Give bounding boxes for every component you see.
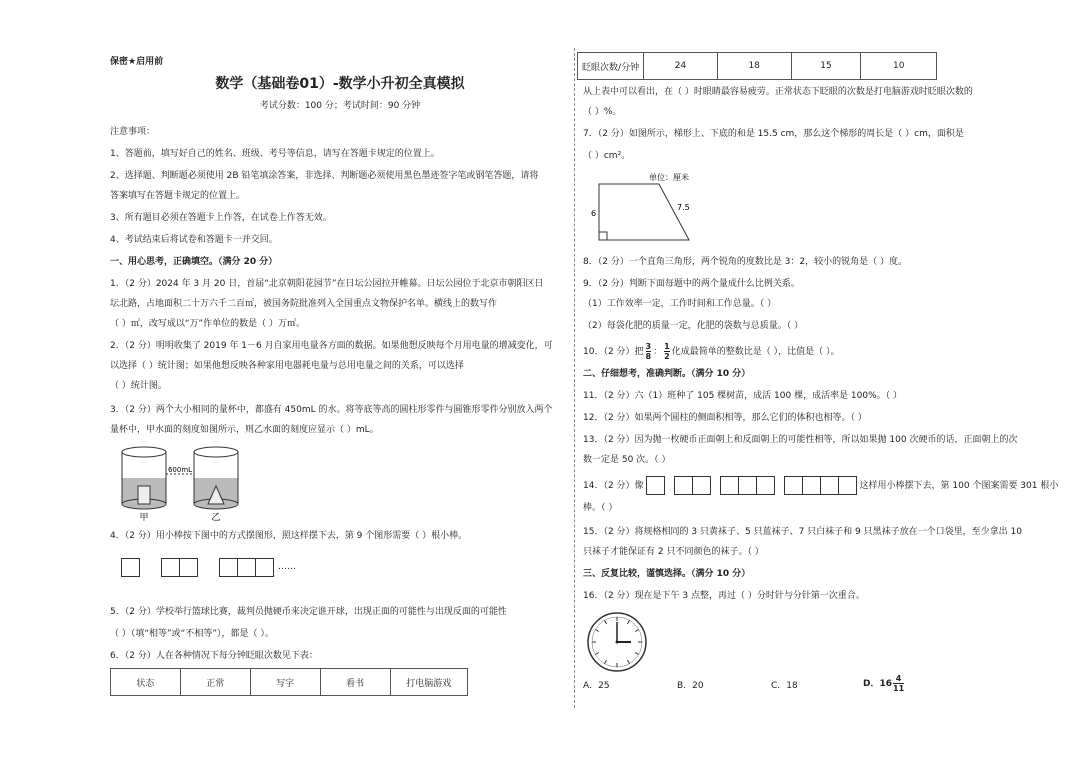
table-cell: 状态 xyxy=(111,669,181,696)
stick-square xyxy=(646,476,665,495)
question-text: 6．（2 分）人在各种情况下每分钟眨眼次数见下表： xyxy=(110,651,318,661)
stick-square xyxy=(255,558,274,577)
stick-square xyxy=(161,558,180,577)
section-heading: 三、反复比较，谨慎选择。（满分 10 分） xyxy=(583,569,751,579)
question-text: 从上表中可以看出，在（ ）时眼睛最容易疲劳。正常状态下眨眼的次数是打电脑游戏时眨眼次数的 xyxy=(583,87,973,97)
note-item: 3、所有题目必须在答题卡上作答，在试卷上作答无效。 xyxy=(110,213,332,223)
clock-tick xyxy=(605,660,607,663)
note-item: 2、选择题、判断题必须使用 2B 铅笔填涂答案，非选择、判断题必须使用黑色墨迹签字笔或钢笔答题，请将 xyxy=(110,171,539,181)
trapezoid-figure xyxy=(589,170,729,246)
question-text: 9．（2 分）判断下面每题中的两个量成什么比例关系。 xyxy=(583,279,800,289)
height-label: 6 xyxy=(591,209,597,218)
question-text: 数一定是 50 次。（ ） xyxy=(583,455,671,465)
question-text: 2．（2 分）明明收集了 2019 年 1－6 月自家用电量各方面的数据。如果他想反映每个月用电量的增减变化，可 xyxy=(110,341,553,351)
fraction-numerator: 4 xyxy=(895,674,902,683)
fraction-denominator: 11 xyxy=(893,684,905,693)
question-10 xyxy=(583,342,839,361)
question-text: 以选择（ ）统计图；如果他想反映各种家用电器耗电量与总用电量之间的关系，可以选择 xyxy=(110,361,464,371)
ellipsis: …… xyxy=(278,562,296,572)
table-row xyxy=(111,669,468,696)
question-text: 13．（2 分）因为抛一枚硬币正面朝上和反面朝上的可能性相等，所以如果抛 100 次硬币的话，正面朝上的次 xyxy=(583,435,1018,445)
notes-heading: 注意事项： xyxy=(110,127,156,137)
stick-square xyxy=(838,476,857,495)
question-text: （2）每袋化肥的质量一定，化肥的袋数与总质量。（ ） xyxy=(583,321,804,331)
question-text: 15．（2 分）将规格相同的 3 只黄袜子、5 只蓝袜子、7 只白袜子和 9 只黑袜子放在一个口袋里，至少拿出 10 xyxy=(583,527,1022,537)
cup-jia xyxy=(122,447,166,509)
question-text: （ ）统计图。 xyxy=(110,381,167,391)
stick-square xyxy=(738,476,757,495)
column-divider xyxy=(574,48,575,708)
table-cell: 15 xyxy=(791,53,861,80)
question-text: （ ）（填“相等”或“不相等”），都是（ ）。 xyxy=(110,629,274,639)
stick-square xyxy=(121,558,140,577)
table-cell: 10 xyxy=(861,53,937,80)
question-text: 4．（2 分）用小棒按下图中的方式摆图形，照这样摆下去，第 9 个图形需要（ ）根小棒。 xyxy=(110,531,468,541)
exam-subtitle: 考试分数：100 分；考试时间：90 分钟 xyxy=(259,101,421,111)
clock-tick xyxy=(628,620,630,623)
question-text: 11．（2 分）六（1）班种了 105 棵树苗，成活 100 棵，成活率是 100%。（ ） xyxy=(583,391,903,401)
clock-icon xyxy=(585,610,649,674)
option-d xyxy=(863,674,904,693)
question-text: （ ）%。 xyxy=(583,107,622,117)
mark-label: 600mL xyxy=(167,466,193,474)
stick-square xyxy=(179,558,198,577)
question-text: 化成最简单的整数比是（ ），比值是（ ）。 xyxy=(671,346,840,357)
clock-tick xyxy=(595,630,598,632)
question-text: 8．（2 分）一个直角三角形，两个锐角的度数比是 3：2，较小的锐角是（ ）度。 xyxy=(583,257,907,267)
side-label: 7.5 xyxy=(677,203,690,212)
table-cell: 18 xyxy=(717,53,791,80)
blink-table-values xyxy=(577,52,937,80)
option-b: B．20 xyxy=(677,681,704,691)
cup-label: 乙 xyxy=(211,513,221,523)
ratio-separator: ： xyxy=(653,346,663,357)
question-text: （ ）㎡，改写成以“万”作单位的数是（ ）万㎡。 xyxy=(110,319,306,329)
fraction-numerator: 1 xyxy=(664,342,670,351)
question-text: （ ）cm²。 xyxy=(583,151,631,161)
stick-square xyxy=(237,558,256,577)
table-cell: 24 xyxy=(644,53,718,80)
question-text: 10．（2 分）把 xyxy=(583,346,644,357)
question-text: 1．（2 分）2024 年 3 月 20 日，首届“北京朝阳花园节”在日坛公园拉开帷幕。日坛公园位于北京市朝阳区日 xyxy=(110,279,544,289)
question-text: 12．（2 分）如果两个圆柱的侧面积相等，那么它们的体积也相等。（ ） xyxy=(583,413,867,423)
stick-square xyxy=(674,476,693,495)
question-text: （1）工作效率一定，工作时间和工作总量。（ ） xyxy=(583,299,777,309)
note-item: 1、答题前，填写好自己的姓名、班级、考号等信息，请写在答题卡规定的位置上。 xyxy=(110,149,440,159)
stick-square xyxy=(756,476,775,495)
stick-square xyxy=(784,476,803,495)
table-cell: 写字 xyxy=(250,669,320,696)
unit-label: 单位：厘米 xyxy=(649,173,689,182)
fraction-denominator: 2 xyxy=(664,352,670,361)
clock-tick xyxy=(595,653,598,655)
stick-square xyxy=(219,558,238,577)
clock-tick xyxy=(635,630,638,632)
clock-tick xyxy=(605,620,607,623)
stick-square xyxy=(720,476,739,495)
question-text: 3．（2 分）两个大小相同的量杯中，都盛有 450mL 的水。将等底等高的圆柱形零件与圆锥形零件分别放入两个 xyxy=(110,405,553,415)
option-d-label: D．16 xyxy=(863,678,892,689)
fraction-numerator: 3 xyxy=(645,342,652,351)
clock-tick xyxy=(628,660,630,663)
table-cell: 看书 xyxy=(320,669,390,696)
section-heading: 一、用心思考，正确填空。（满分 20 分） xyxy=(110,257,278,267)
question-text: 这样用小棒摆下去，第 100 个图案需要 301 根小 xyxy=(859,480,1059,491)
fraction xyxy=(893,674,904,693)
measuring-cups-figure xyxy=(116,444,246,524)
question-text: 14．（2 分）像 xyxy=(583,480,644,491)
question-text: 只袜子才能保证有 2 只不同颜色的袜子。（ ） xyxy=(583,547,764,557)
secret-label: 保密★启用前 xyxy=(110,57,164,67)
table-cell: 正常 xyxy=(180,669,250,696)
question-text: 棒。（ ） xyxy=(583,503,618,513)
clock-tick xyxy=(635,653,638,655)
question-text: 16．（2 分）现在是下午 3 点整，再过（ ）分时针与分针第一次重合。 xyxy=(583,591,865,601)
stick-square xyxy=(692,476,711,495)
question-text: 7．（2 分）如图所示，梯形上、下底的和是 15.5 cm，那么这个梯形的周长是（ ）cm，面积是 xyxy=(583,129,964,139)
question-text: 坛北路，占地面积二十万六千二百㎡，被国务院批准列入全国重点文物保护名单。横线上的数写作 xyxy=(110,299,498,309)
table-cell: 眨眼次数/分钟 xyxy=(578,53,644,80)
table-row xyxy=(578,53,937,80)
question-text: 量杯中，甲水面的刻度如图所示，则乙水面的刻度应显示（ ）mL。 xyxy=(110,425,379,435)
exam-title: 数学（基础卷01）-数学小升初全真模拟 xyxy=(215,76,465,92)
cup-yi xyxy=(194,447,238,509)
option-c: C．18 xyxy=(771,681,798,691)
table-cell: 打电脑游戏 xyxy=(390,669,468,696)
note-item: 答案填写在答题卡规定的位置上。 xyxy=(110,191,246,201)
fraction xyxy=(664,342,670,361)
stick-square xyxy=(802,476,821,495)
stick-pattern xyxy=(122,558,296,577)
cup-label: 甲 xyxy=(139,513,149,523)
fraction-denominator: 8 xyxy=(645,352,652,361)
note-item: 4、考试结束后将试卷和答题卡一并交回。 xyxy=(110,235,278,245)
section-heading: 二、仔细想考，准确判断。（满分 10 分） xyxy=(583,369,751,379)
fraction xyxy=(646,342,652,361)
blink-table-header xyxy=(110,668,468,696)
question-text: 5．（2 分）学校举行篮球比赛，裁判员抛硬币来决定谁开球，出现正面的可能性与出现反面的可能性 xyxy=(110,607,507,617)
question-14 xyxy=(583,476,1058,495)
option-a: A．25 xyxy=(583,681,610,691)
stick-square xyxy=(820,476,839,495)
